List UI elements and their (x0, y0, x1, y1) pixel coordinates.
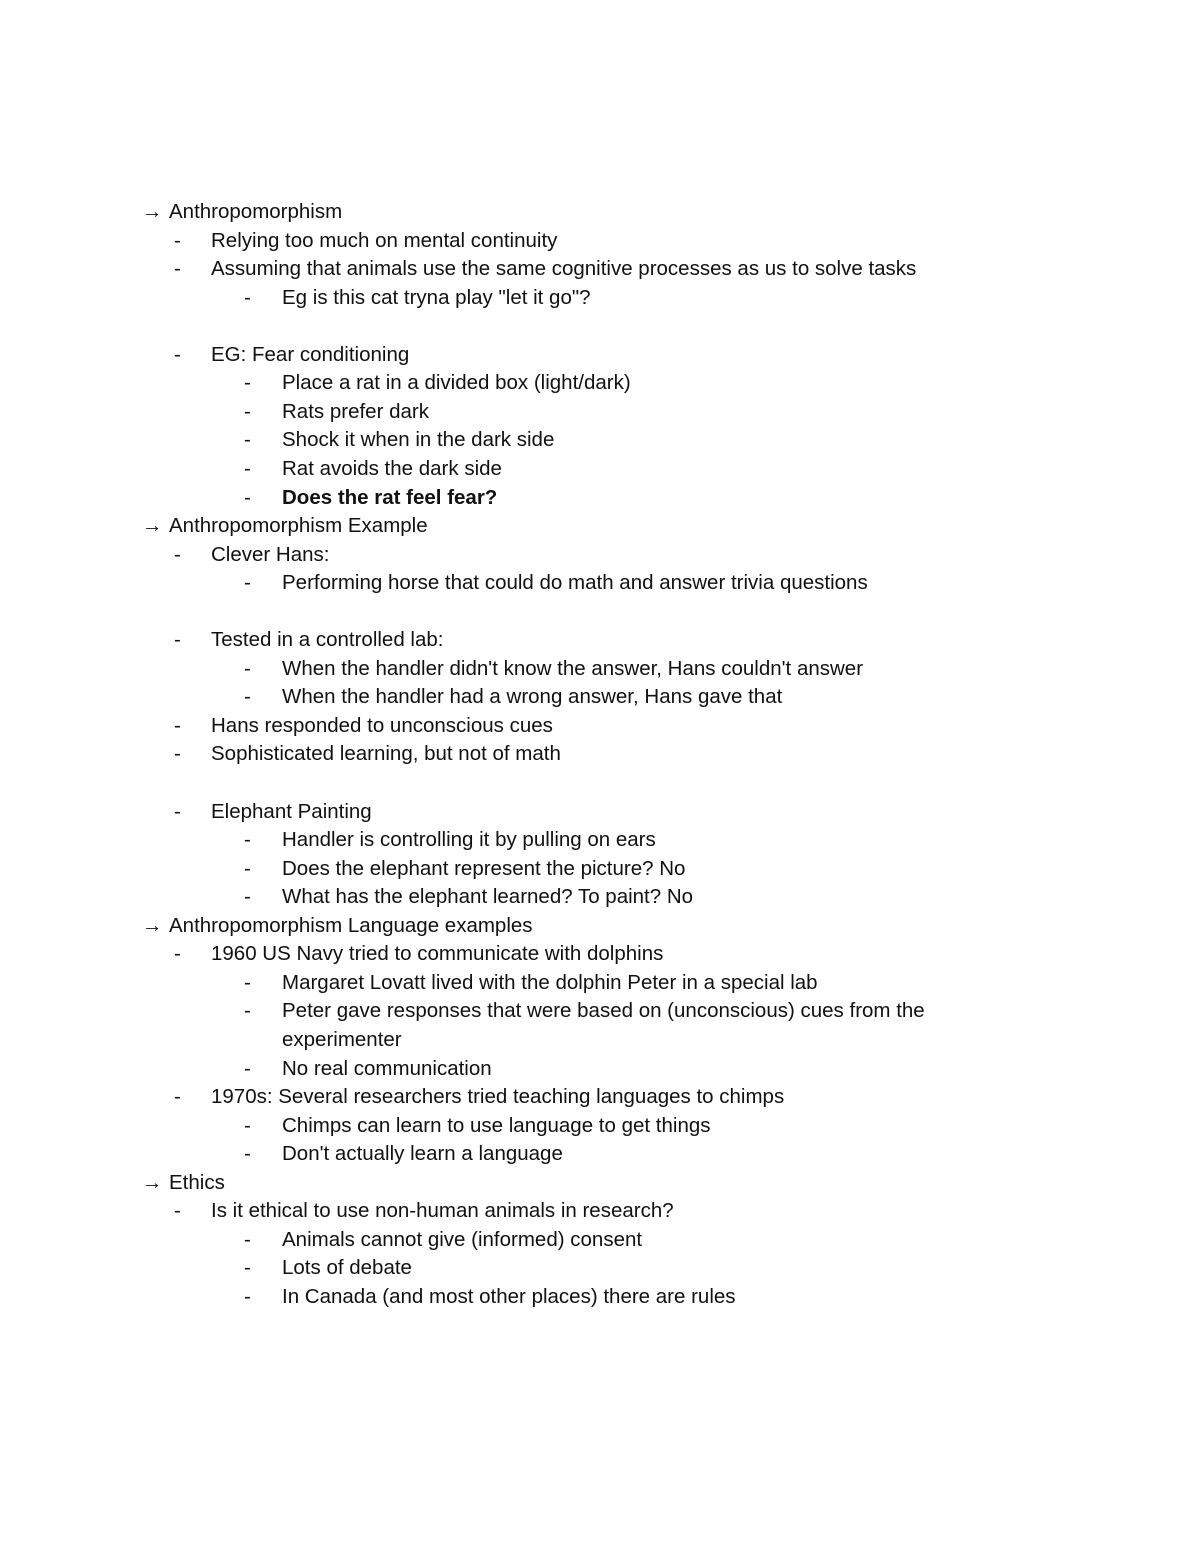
bullet-text: What has the elephant learned? To paint? No (282, 885, 694, 908)
bullet-text: Clever Hans: (211, 543, 330, 566)
outline-line (0, 857, 1200, 881)
outline-line (0, 1199, 1200, 1223)
outline-line (0, 514, 1200, 538)
dash-bullet: - (174, 628, 181, 651)
bullet-text: Hans responded to unconscious cues (211, 714, 553, 737)
outline-line (0, 1085, 1200, 1109)
bullet-text: When the handler had a wrong answer, Hans gave that (282, 685, 783, 708)
bullet-text: In Canada (and most other places) there are rules (282, 1285, 736, 1308)
dash-bullet: - (244, 999, 251, 1022)
bullet-text: 1970s: Several researchers tried teaching languages to chimps (211, 1085, 785, 1108)
dash-bullet: - (244, 1285, 251, 1308)
bullet-text: experimenter (282, 1028, 402, 1051)
bullet-text: Place a rat in a divided box (light/dark) (282, 371, 631, 394)
outline-line (0, 1142, 1200, 1166)
bullet-text: Shock it when in the dark side (282, 428, 555, 451)
outline-line (0, 714, 1200, 738)
bullet-text: Peter gave responses that were based on (unconscious) cues from the (282, 999, 925, 1022)
outline-line (0, 942, 1200, 966)
dash-bullet: - (174, 800, 181, 823)
bullet-text: Margaret Lovatt lived with the dolphin Peter in a special lab (282, 971, 818, 994)
outline-line (0, 371, 1200, 395)
bullet-text: Elephant Painting (211, 800, 372, 823)
bullet-text: Rat avoids the dark side (282, 457, 502, 480)
dash-bullet: - (244, 857, 251, 880)
outline-line (0, 428, 1200, 452)
dash-bullet: - (174, 229, 181, 252)
outline-line (0, 828, 1200, 852)
outline-line (0, 885, 1200, 909)
bullet-text: Lots of debate (282, 1256, 412, 1279)
dash-bullet: - (244, 685, 251, 708)
dash-bullet: - (244, 1114, 251, 1137)
dash-bullet: - (244, 571, 251, 594)
bullet-text: Sophisticated learning, but not of math (211, 742, 561, 765)
bullet-text: Relying too much on mental continuity (211, 229, 558, 252)
arrow-bullet: → (142, 914, 163, 937)
outline-line (0, 286, 1200, 310)
dash-bullet: - (244, 885, 251, 908)
section-heading: Anthropomorphism (169, 200, 343, 223)
bullet-text: Don't actually learn a language (282, 1142, 563, 1165)
outline-line (0, 257, 1200, 281)
dash-bullet: - (244, 971, 251, 994)
outline-line (0, 1228, 1200, 1252)
outline-line (0, 800, 1200, 824)
outline-line (0, 1028, 1200, 1052)
bullet-text: Animals cannot give (informed) consent (282, 1228, 643, 1251)
outline-line (0, 971, 1200, 995)
bullet-text: Tested in a controlled lab: (211, 628, 444, 651)
dash-bullet: - (174, 343, 181, 366)
arrow-bullet: → (142, 514, 163, 537)
outline-line (0, 343, 1200, 367)
outline-line (0, 657, 1200, 681)
bullet-text: When the handler didn't know the answer, Hans couldn't answer (282, 657, 864, 680)
blank-line (0, 314, 1200, 338)
dash-bullet: - (174, 942, 181, 965)
outline-line (0, 1171, 1200, 1195)
bullet-text: Assuming that animals use the same cognitive processes as us to solve tasks (211, 257, 917, 280)
outline-line (0, 1057, 1200, 1081)
dash-bullet: - (244, 486, 251, 509)
dash-bullet: - (174, 714, 181, 737)
bullet-text: Is it ethical to use non-human animals in research? (211, 1199, 674, 1222)
bullet-text: Does the rat feel fear? (282, 486, 498, 509)
dash-bullet: - (244, 1228, 251, 1251)
bullet-text: Does the elephant represent the picture? No (282, 857, 686, 880)
blank-line (0, 771, 1200, 795)
outline-line (0, 999, 1200, 1023)
outline-line (0, 685, 1200, 709)
bullet-text: Rats prefer dark (282, 400, 429, 423)
outline-line (0, 571, 1200, 595)
arrow-bullet: → (142, 1171, 163, 1194)
outline-line (0, 628, 1200, 652)
outline-line (0, 914, 1200, 938)
dash-bullet: - (244, 371, 251, 394)
bullet-text: EG: Fear conditioning (211, 343, 410, 366)
bullet-text: No real communication (282, 1057, 492, 1080)
section-heading: Ethics (169, 1171, 225, 1194)
outline-line (0, 742, 1200, 766)
outline-line (0, 229, 1200, 253)
outline-line (0, 1114, 1200, 1138)
bullet-text: Chimps can learn to use language to get things (282, 1114, 711, 1137)
section-heading: Anthropomorphism Language examples (169, 914, 533, 937)
dash-bullet: - (174, 742, 181, 765)
arrow-bullet: → (142, 200, 163, 223)
dash-bullet: - (244, 428, 251, 451)
dash-bullet: - (244, 400, 251, 423)
outline-line (0, 486, 1200, 510)
bullet-text: Eg is this cat tryna play "let it go"? (282, 286, 591, 309)
outline-line (0, 1285, 1200, 1309)
bullet-text: Performing horse that could do math and answer trivia questions (282, 571, 868, 594)
outline-line (0, 200, 1200, 224)
section-heading: Anthropomorphism Example (169, 514, 428, 537)
dash-bullet: - (244, 286, 251, 309)
bullet-text: Handler is controlling it by pulling on ears (282, 828, 656, 851)
dash-bullet: - (174, 1199, 181, 1222)
dash-bullet: - (244, 1142, 251, 1165)
dash-bullet: - (244, 457, 251, 480)
blank-line (0, 600, 1200, 624)
dash-bullet: - (174, 543, 181, 566)
dash-bullet: - (174, 257, 181, 280)
outline-line (0, 543, 1200, 567)
dash-bullet: - (244, 1057, 251, 1080)
bullet-text: 1960 US Navy tried to communicate with dolphins (211, 942, 664, 965)
outline-line (0, 1256, 1200, 1280)
outline-line (0, 457, 1200, 481)
dash-bullet: - (244, 1256, 251, 1279)
outline-line (0, 400, 1200, 424)
dash-bullet: - (244, 828, 251, 851)
dash-bullet: - (244, 657, 251, 680)
dash-bullet: - (174, 1085, 181, 1108)
